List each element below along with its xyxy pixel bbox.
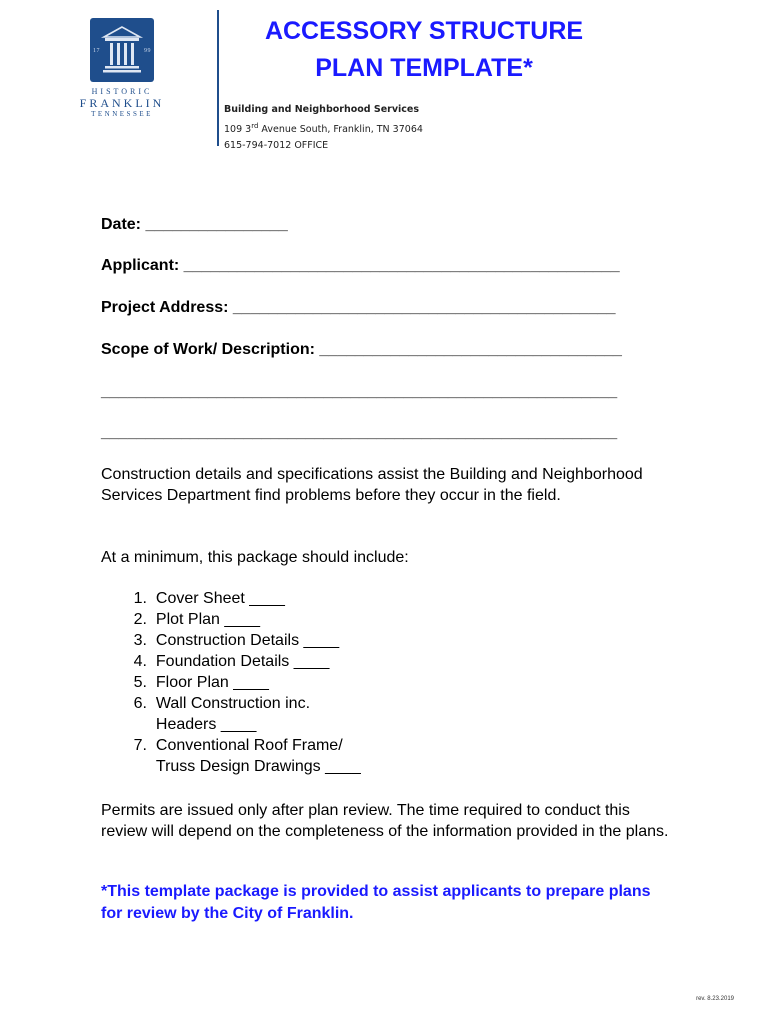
page-title [240,13,608,87]
applicant-field[interactable]: Applicant: _________________________________________________ [101,257,620,274]
requirements-list [101,588,361,777]
list-item [101,609,361,630]
list-text-line-2: Truss Design Drawings ____ [155,758,361,775]
list-number: 7. [133,737,147,754]
list-item [101,693,361,735]
scope-field[interactable]: Scope of Work/ Description: __________________________________ [101,341,622,358]
title-line-1: ACCESSORY STRUCTURE [264,17,584,45]
list-number: 1. [133,590,147,607]
minimum-paragraph: At a minimum, this package should include: [101,549,409,566]
list-number: 4. [133,653,147,670]
list-number: 2. [133,611,147,628]
list-text [156,735,361,777]
list-number: 3. [133,632,147,649]
list-item [101,630,361,651]
list-text: Foundation Details ____ [155,653,330,670]
list-item [101,651,361,672]
department-info [224,102,423,154]
department-phone: 615-794-7012 OFFICE [224,140,329,152]
list-item [101,672,361,693]
logo-franklin: FRANKLIN [79,96,165,110]
list-item [101,588,361,609]
list-text [156,693,310,735]
list-text: Floor Plan ____ [155,674,269,691]
list-text: Construction Details ____ [155,632,340,649]
logo-year-left: 17 [93,48,100,54]
list-text: Cover Sheet ____ [155,590,285,607]
logo-emblem [90,18,154,82]
header-divider [217,10,219,146]
list-item [101,735,361,777]
permits-paragraph: Permits are issued only after plan review. The time required to conduct this review will depend on the completeness of the information provided in the plans. [101,802,669,840]
department-address [224,118,423,138]
department-name: Building and Neighborhood Services [224,104,420,115]
list-number: 5. [133,674,147,691]
logo-year-right: 99 [144,48,151,54]
date-field[interactable]: Date: ________________ [101,216,288,233]
list-text-line-1: Wall Construction inc. [155,695,311,712]
list-text: Plot Plan ____ [155,611,260,628]
address-suffix: rd [251,122,259,130]
address-number: 109 3 [224,124,252,136]
list-number: 6. [133,695,147,712]
title-line-2: PLAN TEMPLATE* [315,54,533,82]
list-text-line-1: Conventional Roof Frame/ [155,737,343,754]
revision-date: rev. 8.23.2019 [696,996,734,1002]
franklin-logo [70,18,174,118]
scope-blank-line-1[interactable]: __________________________________________________________ [101,383,618,400]
scope-blank-line-2[interactable]: __________________________________________________________ [101,424,618,441]
project-address-field[interactable]: Project Address: ___________________________________________ [101,299,616,316]
template-note: *This template package is provided to assist applicants to prepare plans for review by the City of Franklin. [101,883,651,922]
address-rest: Avenue South, Franklin, TN 37064 [258,124,423,136]
list-text-line-2: Headers ____ [155,716,257,733]
intro-paragraph: Construction details and specifications assist the Building and Neighborhood Services Department find problems before they occur in the field. [101,466,643,504]
logo-state: TENNESSEE [91,110,153,118]
logo-historic: HISTORIC [91,87,153,96]
